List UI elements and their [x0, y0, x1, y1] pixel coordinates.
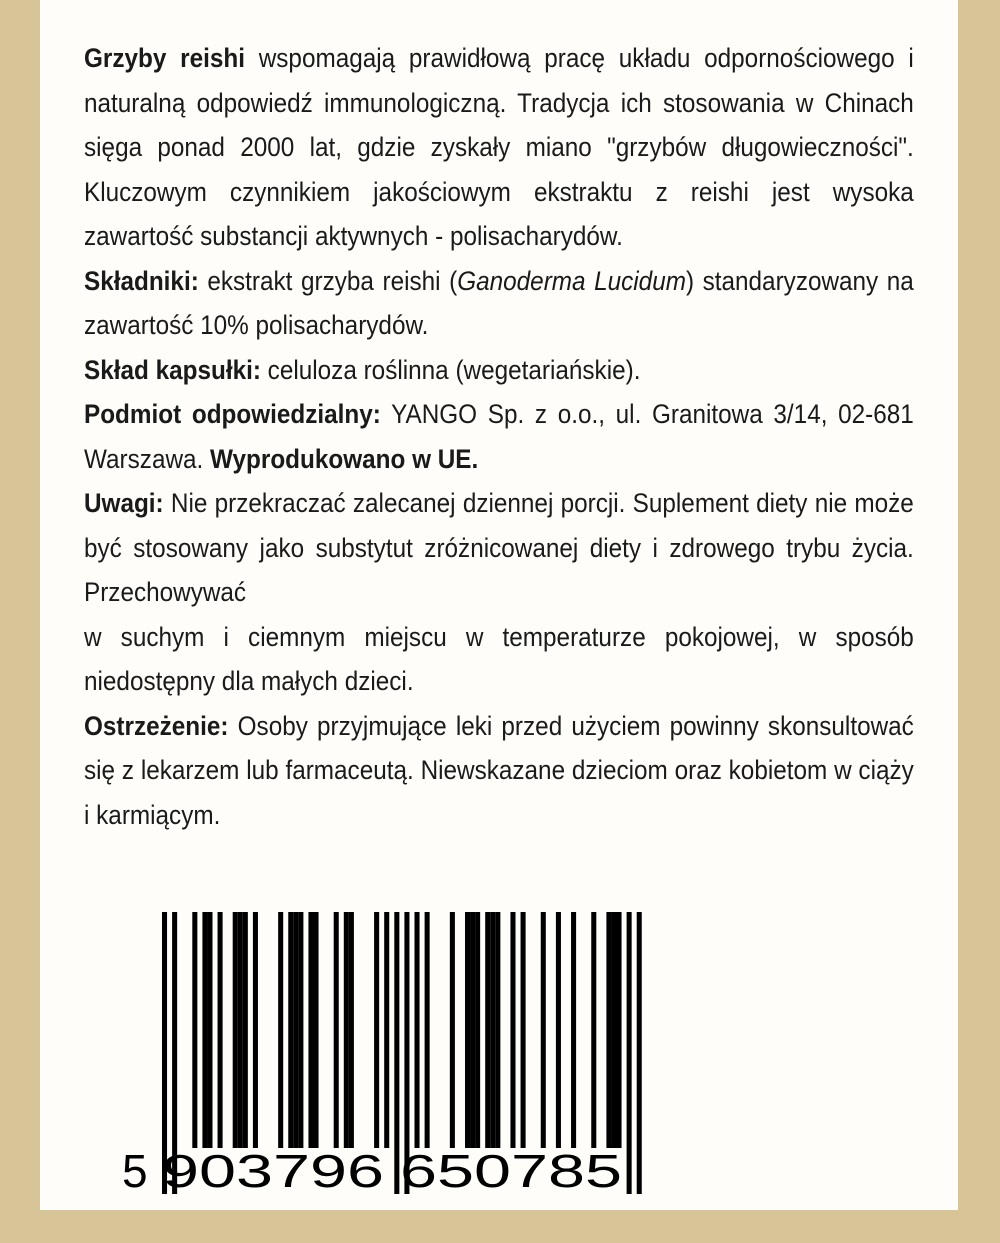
barcode-bar	[450, 912, 455, 1148]
latin-name: Ganoderma Lucidum	[457, 265, 686, 296]
barcode-bar	[485, 912, 490, 1148]
barcode-bar	[637, 912, 642, 1194]
barcode-bar	[490, 912, 495, 1148]
ean-barcode	[122, 912, 662, 1194]
barcode-bar	[510, 912, 515, 1148]
barcode-bar	[374, 912, 379, 1148]
intro-title: Grzyby reishi	[84, 43, 245, 73]
intro-body: wspomagają prawidłową pracę układu odpornościowego i naturalną odpowiedź immunologiczną. Tradycja ich stosowania w Chinach sięga ponad 2000 lat, gdzie zyskały miano "grzybów długowieczności". Kluczowym czynnikiem jakościowym ekstraktu z reishi jest wysoka zawartość substancji aktywnych - polisacharydów.	[84, 43, 914, 251]
barcode-bar	[218, 912, 223, 1148]
barcode-bar	[202, 912, 207, 1148]
ingredients-text: ekstrakt grzyba reishi (	[198, 265, 458, 296]
barcode-bar	[627, 912, 632, 1194]
notes-paragraph-2	[84, 615, 914, 704]
notes-text: Nie przekraczać zalecanej dziennej porcji. Suplement diety nie może być stosowany jako substytut zróżnicowanej diety i zdrowego trybu życia. Przechowywać	[84, 488, 914, 607]
barcode-bar	[253, 912, 258, 1148]
made-in-eu: Wyprodukowano w UE.	[210, 443, 479, 474]
barcode-left-digits: 903796	[162, 1145, 384, 1194]
label-text-block	[84, 36, 914, 837]
barcode-bar	[606, 912, 611, 1148]
barcode-graphic	[122, 912, 662, 1194]
ingredients-paragraph	[84, 259, 914, 348]
barcode-bar	[308, 912, 313, 1148]
barcode-bar	[521, 912, 526, 1148]
barcode-first-digit: 5	[122, 1145, 148, 1194]
barcode-bar	[591, 912, 596, 1148]
responsible-label: Podmiot odpowiedzialny:	[84, 399, 381, 429]
capsule-label: Skład kapsułki:	[84, 354, 261, 385]
barcode-bar	[238, 912, 243, 1148]
barcode-bar	[425, 912, 430, 1148]
ingredients-label: Składniki:	[84, 265, 199, 296]
barcode-bar	[475, 912, 480, 1148]
barcode-right-digits: 650785	[400, 1145, 622, 1194]
barcode-bar	[207, 912, 212, 1148]
notes-text-2: w suchym i ciemnym miejscu w temperaturze pokojowej, w sposób niedostępny dla małych dzieci.	[84, 621, 914, 696]
barcode-bar	[293, 912, 298, 1148]
barcode-bar	[571, 912, 576, 1148]
barcode-bar	[344, 912, 349, 1148]
product-label-panel	[40, 0, 958, 1210]
intro-paragraph	[84, 36, 914, 259]
barcode-bar	[278, 912, 283, 1148]
barcode-bar	[465, 912, 470, 1148]
barcode-bar	[541, 912, 546, 1148]
barcode-bar	[192, 912, 197, 1148]
barcode-bar	[384, 912, 389, 1148]
warning-text: Osoby przyjmujące leki przed użyciem powinny skonsultować się z lekarzem lub farmaceutą. Niewskazane dzieciom oraz kobietom w ciąży i karmiącym.	[84, 710, 914, 830]
warning-paragraph	[84, 704, 914, 838]
barcode-bar	[349, 912, 354, 1148]
barcode-bar	[415, 912, 420, 1148]
barcode-bar	[243, 912, 248, 1148]
barcode-bar	[394, 912, 399, 1194]
notes-label: Uwagi:	[84, 488, 164, 518]
barcode-bar	[470, 912, 475, 1148]
ingredients-text-after: ) standaryzowany na zawartość 10% polisacharydów.	[84, 265, 914, 340]
barcode-bar	[617, 912, 622, 1148]
warning-label: Ostrzeżenie:	[84, 710, 229, 741]
barcode-bar	[298, 912, 303, 1148]
barcode-bar	[233, 912, 238, 1148]
barcode-bar	[556, 912, 561, 1148]
responsible-text: YANGO Sp. z o.o., ul. Granitowa 3/14, 02-681 Warszawa.	[84, 399, 914, 474]
barcode-bar	[334, 912, 339, 1148]
capsule-paragraph	[84, 348, 914, 393]
barcode-bar	[611, 912, 616, 1148]
barcode-bar	[314, 912, 319, 1148]
capsule-text: celuloza roślinna (wegetariańskie).	[260, 354, 641, 385]
barcode-bar	[495, 912, 500, 1148]
responsible-paragraph	[84, 392, 914, 481]
barcode-bar	[288, 912, 293, 1148]
notes-paragraph	[84, 481, 914, 615]
